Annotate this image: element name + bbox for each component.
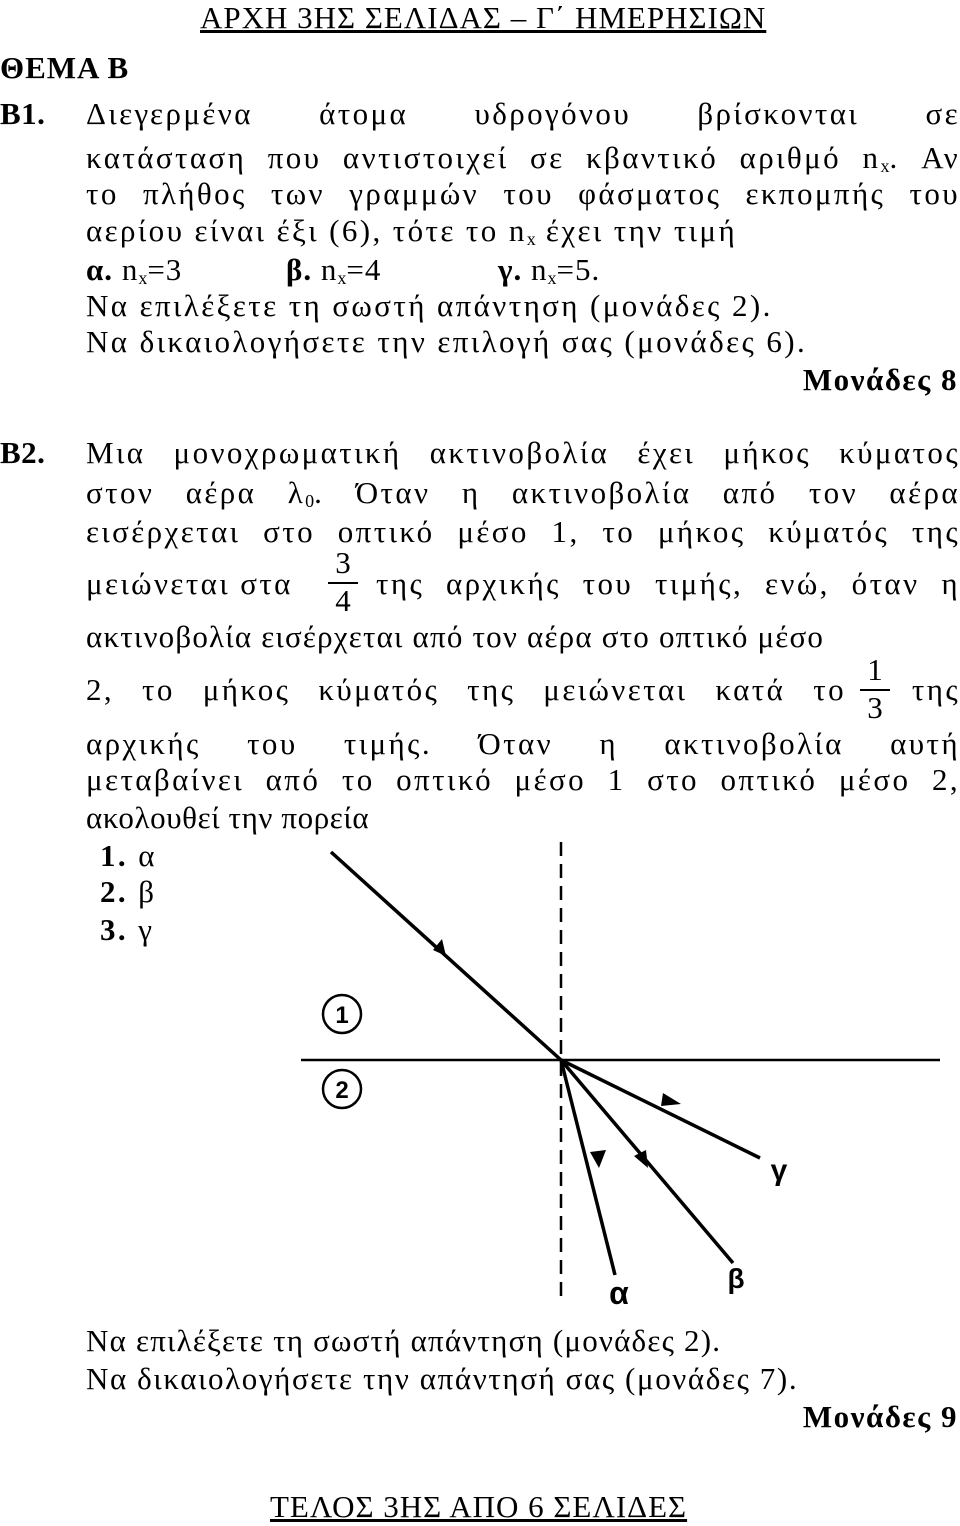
subscript-x: x — [138, 268, 148, 288]
subscript-x: x — [526, 229, 536, 249]
subscript-x: x — [337, 268, 347, 288]
option-c-label: γ. — [498, 252, 523, 287]
subscript-x: x — [880, 156, 890, 176]
fraction-numerator: 1 — [867, 652, 883, 687]
b2-line-6-start: 2, το μήκος κύματός της μειώνεται κατά το — [86, 672, 846, 707]
b2-line-8: μεταβαίνει από το οπτικό μέσο 1 στο οπτικό μέσο 2, — [86, 762, 960, 797]
ray-gamma-arrow — [661, 1093, 681, 1106]
fraction-denominator: 4 — [335, 583, 351, 618]
choice-number: 1. — [100, 838, 129, 873]
b1-line-4-text: αερίου είναι έξι (6), τότε το n — [86, 213, 527, 248]
b1-line-3: το πλήθος των γραμμών του φάσματος εκπομπής του — [86, 176, 960, 211]
option-a-value: =3 — [147, 252, 183, 287]
b2-line-2-end: . Όταν η ακτινοβολία από τον αέρα — [314, 475, 960, 510]
b1-line-2-text: κατάσταση που αντιστοιχεί σε κβαντικό αριθμό n — [86, 140, 881, 175]
b2-instruction-1: Να επιλέξετε τη σωστή απάντηση (μονάδες 2). — [86, 1323, 722, 1358]
medium-2-label: 2 — [335, 1077, 349, 1104]
choice-number: 2. — [100, 874, 129, 909]
option-a-label: α. — [86, 252, 114, 287]
choice-number: 3. — [100, 912, 129, 947]
b2-line-7: αρχικής του τιμής. Όταν η ακτινοβολία αυτή — [86, 726, 960, 761]
ray-gamma-label: γ — [770, 1154, 788, 1187]
section-title: ΘΕΜΑ Β — [0, 50, 130, 85]
option-b-value: =4 — [346, 252, 382, 287]
ray-gamma — [561, 1060, 760, 1158]
page-header: ΑΡΧΗ 3ΗΣ ΣΕΛΙΔΑΣ – Γ΄ ΗΜΕΡΗΣΙΩΝ — [200, 0, 767, 35]
fraction-denominator: 3 — [867, 690, 883, 725]
medium-1-label: 1 — [335, 1002, 349, 1029]
option-b-label: β. — [286, 252, 313, 287]
b1-instruction-2: Να δικαιολογήσετε την επιλογή σας (μονάδες 6). — [86, 324, 808, 359]
option-c-n: n — [522, 252, 548, 287]
b2-line-4-start: μειώνεται στα — [86, 566, 293, 601]
ray-alpha-label: α — [609, 1275, 629, 1311]
b1-units: Μονάδες 8 — [802, 362, 958, 397]
choice-text: γ — [128, 912, 155, 947]
subscript-zero: 0 — [305, 491, 315, 511]
question-b2-label: Β2. — [0, 435, 46, 470]
choice-text: α — [128, 838, 157, 873]
b1-instruction-1: Να επιλέξετε τη σωστή απάντηση (μονάδες 2). — [86, 288, 773, 323]
page-footer: ΤΕΛΟΣ 3ΗΣ ΑΠΟ 6 ΣΕΛΙΔΕΣ — [270, 1489, 688, 1524]
b1-line-1: Διεγερμένα άτομα υδρογόνου βρίσκονται σε — [86, 96, 960, 131]
ray-beta-arrow — [634, 1150, 648, 1168]
b2-line-5: ακτινοβολία εισέρχεται από τον αέρα στο οπτικό μέσο — [86, 619, 825, 654]
b2-line-6-end: της — [911, 672, 960, 707]
b2-line-1: Μια μονοχρωματική ακτινοβολία έχει μήκος κύματος — [86, 435, 960, 470]
ray-alpha-arrow — [590, 1150, 606, 1168]
question-b1-label: Β1. — [0, 96, 46, 131]
option-a-n: n — [113, 252, 139, 287]
subscript-x: x — [547, 268, 557, 288]
b2-line-3: εισέρχεται στο οπτικό μέσο 1, το μήκος κύματός της — [86, 514, 960, 549]
b1-line-2-end: . Αν — [889, 140, 960, 175]
fraction-numerator: 3 — [335, 545, 351, 580]
option-b-n: n — [312, 252, 338, 287]
b2-line-9: ακολουθεί την πορεία — [86, 800, 370, 835]
choice-text: β — [128, 874, 157, 909]
b2-line-2-text: στον αέρα λ — [86, 475, 306, 510]
ray-beta-label: β — [727, 1263, 745, 1294]
b2-line-4-end: της αρχικής του τιμής, ενώ, όταν η — [376, 566, 960, 601]
b2-instruction-2: Να δικαιολογήσετε την απάντησή σας (μονάδες 7). — [86, 1361, 799, 1396]
b1-line-4-end: έχει την τιμή — [535, 213, 738, 248]
option-c-value: =5. — [556, 252, 601, 287]
b2-units: Μονάδες 9 — [802, 1399, 958, 1434]
